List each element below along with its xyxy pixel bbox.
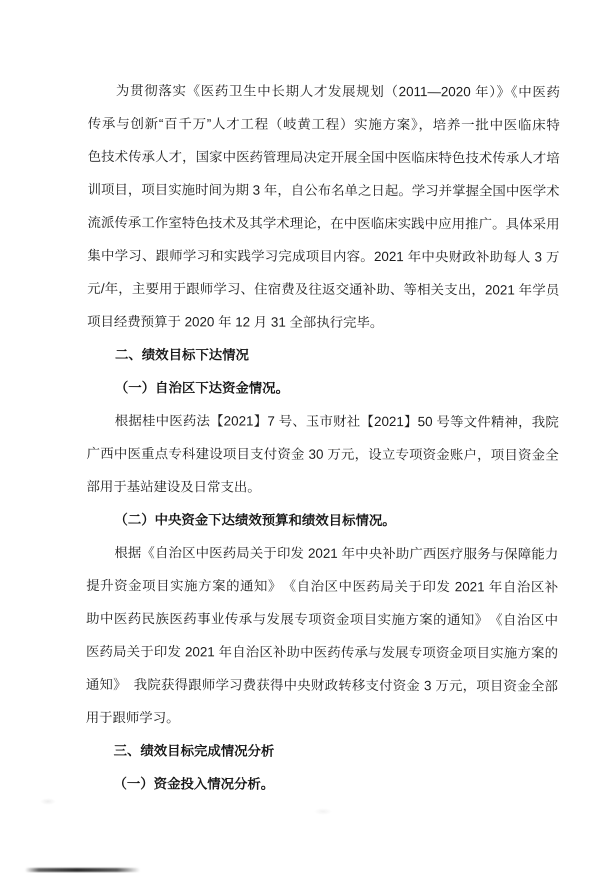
paragraph-line: 助中医药民族医药事业传承与发展专项资金项目实施方案的通知》 《自治区中: [86, 610, 559, 628]
paragraph-last-line: 项目经费预算于 2020 年 12 月 31 全部执行完毕。: [87, 313, 384, 331]
text-block: [85, 74, 560, 802]
paragraph-first-line: 根据桂中医药法【2021】7 号、玉市财社【2021】50 号等文件精神，我院: [114, 413, 559, 430]
paragraph-line: 传承与创新“百千万”人才工程（岐黄工程）实施方案》，培养一批中医临床特: [87, 115, 560, 133]
section-heading: 二、绩效目标下达情况: [114, 347, 249, 363]
paragraph-line: 流派传承工作室特色技术及其学术理论，在中医临床实践中应用推广。具体采用: [87, 214, 560, 232]
section-heading: 三、绩效目标完成情况分析: [113, 743, 275, 759]
paragraph-first-line: 根据《自治区中医药局关于印发 2021 年中央补助广西医疗服务与保障能力: [114, 545, 559, 562]
paragraph-line: 通知》 我院获得跟师学习费获得中央财政转移支付资金 3 万元，项目资金全部: [85, 676, 558, 694]
page-bottom-shadow: [25, 868, 140, 872]
paragraph-line: 训项目，项目实施时间为期 3 年，自公布名单之日起。学习并掌握全国中医学术: [87, 181, 560, 199]
subsection-heading: （二）中央资金下达绩效预算和绩效目标情况。: [114, 512, 396, 529]
paragraph-line: 提升资金项目实施方案的通知》 《自治区中医药局关于印发 2021 年自治区补: [86, 577, 559, 595]
paragraph-last-line: 部用于基站建设及日常支出。: [86, 478, 261, 495]
paragraph-line: 集中学习、跟师学习和实践学习完成项目内容。2021 年中央财政补助每人 3 万: [87, 247, 560, 265]
scan-smudge: [40, 798, 56, 805]
paragraph-line: 医药局关于印发 2021 年自治区补助中医药传承与发展专项资金项目实施方案的: [85, 643, 559, 661]
paragraph-first-line: 为贯彻落实《医药卫生中长期人才发展规划（2011—2020 年）》《中医药: [115, 83, 560, 100]
subsection-heading: （一）自治区下达资金情况。: [114, 380, 290, 396]
paragraph-line: 广西中医重点专科建设项目支付资金 30 万元，设立专项资金账户，项目资金全: [86, 445, 559, 463]
paragraph-last-line: 用于跟师学习。: [85, 709, 180, 726]
subsection-heading: （一）资金投入情况分析。: [113, 776, 275, 792]
paragraph-line: 色技术传承人才，国家中医药管理局决定开展全国中医临床特色技术传承人才培: [87, 148, 560, 166]
scan-smudge: [314, 808, 332, 815]
paragraph-line: 元/年，主要用于跟师学习、住宿费及往返交通补助、等相关支出，2021 年学员: [87, 280, 560, 298]
